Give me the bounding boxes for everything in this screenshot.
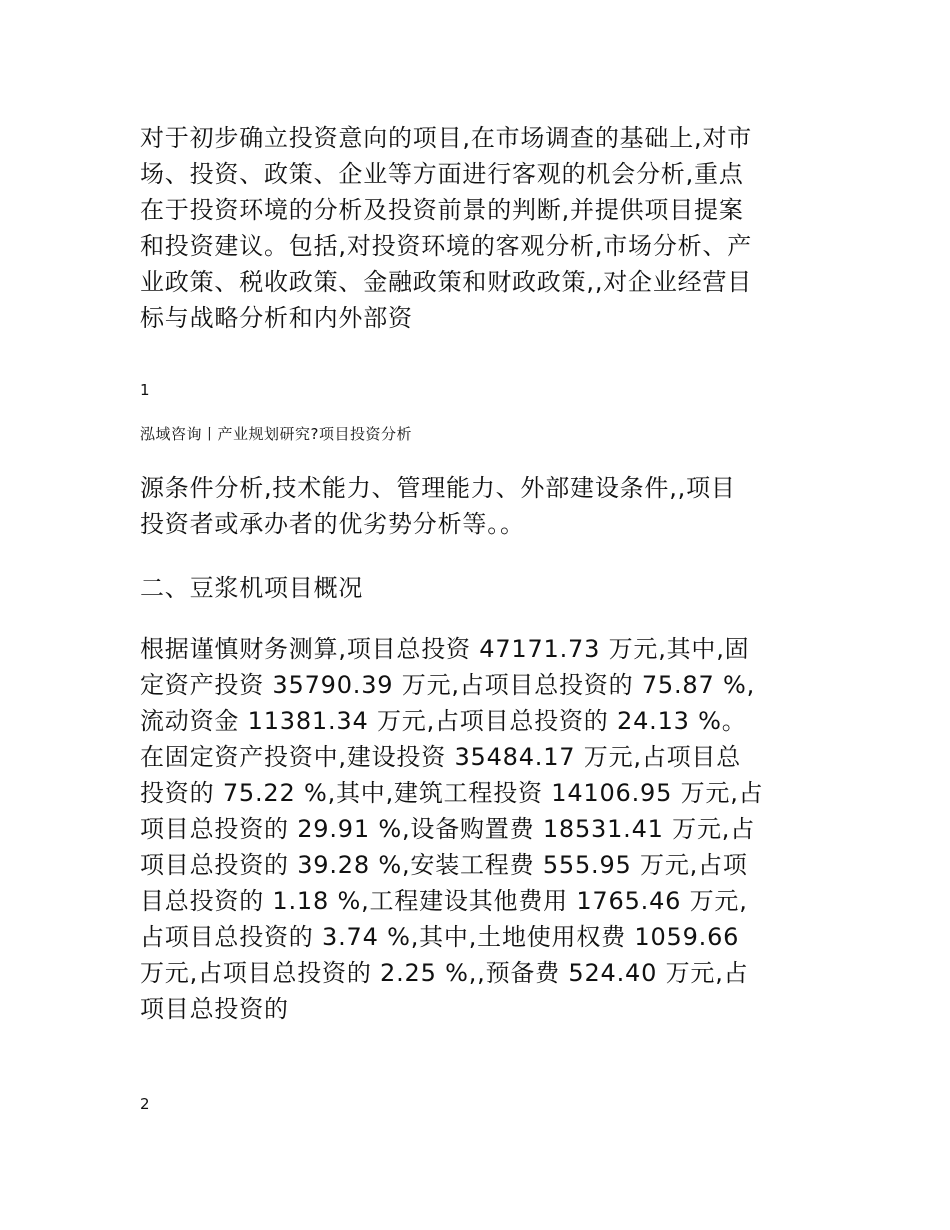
paragraph-resource-conditions: 源条件分析,技术能力、管理能力、外部建设条件,,项目 投资者或承办者的优劣势分析等。。 bbox=[140, 474, 736, 538]
paragraph-investment-intent: 对于初步确立投资意向的项目,在市场调查的基础上,对市 场、投资、政策、企业等方面进行客观的机会分析,重点 在于投资环境的分析及投资前景的判断,并提供项目提案 和投资建议。包括,对投资环境的客观分析,市场分析、产 业政策、税收政策、金融政策和财政政策,,对企业经营目 标与战略分析和内外部资 bbox=[140, 124, 753, 332]
paragraph-project-overview: 根据谨慎财务测算,项目总投资 47171.73 万元,其中,固 定资产投资 35790.39 万元,占项目总投资的 75.87 %, 流动资金 11381.34 万元,占项目总投资的 24.13 %。 在固定资产投资中,建设投资 35484.17 万元,占项目总 投资的 75.22 %,其中,建筑工程投资 14106.95 万元,占 项目总投资的 29.91 %,设备购置费 18531.41 万元,占 项目总投资的 39.28 %,安装工程费 555.95 万元,占项 目总投资的 1.18 %,工程建设其他费用 1765.46 万元, 占项目总投资的 3.74 %,其中,土地使用权费 1059.66 万元,占项目总投资的 2.25 %,,预备费 524.40 万元,占 项目总投资的 bbox=[140, 635, 764, 1023]
page-number: 1 bbox=[140, 381, 150, 399]
page-header: 泓域咨询丨产业规划研究?项目投资分析 bbox=[140, 425, 412, 443]
section-heading: 二、豆浆机项目概况 bbox=[140, 574, 364, 602]
page-number: 2 bbox=[140, 1095, 150, 1113]
